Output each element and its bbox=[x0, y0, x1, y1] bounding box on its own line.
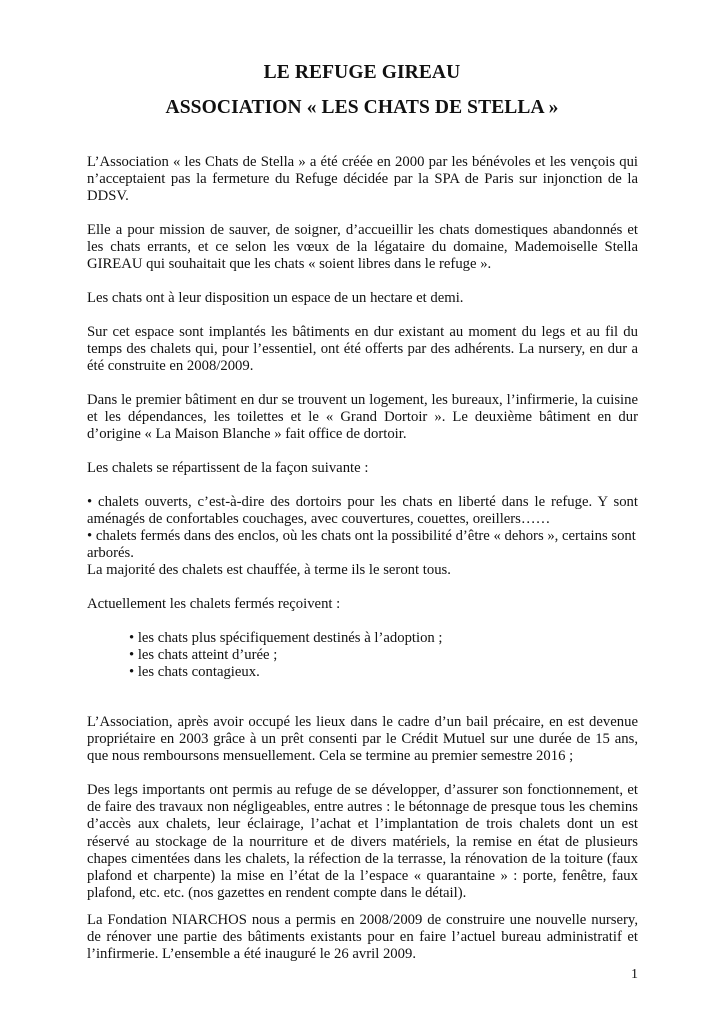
paragraph-mission: Elle a pour mission de sauver, de soigner, d’accueillir les chats domestiques abandonnés et les chats errants, et ce selon les vœux de la légataire du domaine, Mademoiselle Stella GIREAU qui souhaitait que les chats « soient libres dans le refuge ». bbox=[87, 222, 638, 273]
paragraph-founding: L’Association « les Chats de Stella » a été créée en 2000 par les bénévoles et les vençois qui n’acceptaient pas la fermeture du Refuge décidée par la SPA de Paris sur injonction de la DDSV. bbox=[87, 154, 638, 205]
paragraph-buildings: Sur cet espace sont implantés les bâtiments en dur existant au moment du legs et au fil du temps des chalets qui, pour l’essentiel, ont été offerts par des adhérents. La nursery, en dur a été construite en 2008/2009. bbox=[87, 324, 638, 375]
list-item-uremia: • les chats atteint d’urée ; bbox=[129, 647, 278, 663]
list-item-adoption: • les chats plus spécifiquement destinés à l’adoption ; bbox=[129, 630, 443, 646]
paragraph-legacies: Des legs importants ont permis au refuge de se développer, d’assurer son fonctionnement, et de faire des travaux non négligeables, entre autres : le bétonnage de presque tous les chemins d’accès aux chalets, leur éclairage, l’achat et l’implantation de trois chalets dont un est réservé au stockage de la nourriture et de divers matériels, la remise en état de plusieurs chapes cimentées dans les chalets, la réfection de la terrasse, la rénovation de la toiture (faux plafond et charpente) la mise en l’état de la l’espace « quarantaine » : porte, fenêtre, faux plafond, etc. etc. (nos gazettes en rendent compte dans le détail). bbox=[87, 782, 638, 902]
document-subtitle: ASSOCIATION « LES CHATS DE STELLA » bbox=[165, 97, 559, 118]
bullet-closed-chalets: • chalets fermés dans des enclos, où les chats ont la possibilité d’être « dehors », certains sont arborés. bbox=[87, 528, 636, 562]
paragraph-niarchos: La Fondation NIARCHOS nous a permis en 2008/2009 de construire une nouvelle nursery, de rénover une partie des bâtiments existants pour en faire l’actuel bureau administratif et l’infirmerie. L’ensemble a été inauguré le 26 avril 2009. bbox=[87, 912, 638, 963]
paragraph-heating: La majorité des chalets est chauffée, à terme ils le seront tous. bbox=[87, 562, 451, 578]
page-number: 1 bbox=[631, 967, 638, 982]
paragraph-chalets-intro: Les chalets se répartissent de la façon suivante : bbox=[87, 460, 369, 476]
list-item-contagious: • les chats contagieux. bbox=[129, 664, 260, 680]
paragraph-space: Les chats ont à leur disposition un espace de un hectare et demi. bbox=[87, 290, 464, 306]
bullet-open-chalets: • chalets ouverts, c’est-à-dire des dortoirs pour les chats en liberté dans le refuge. Y sont aménagés de confortables couchages, avec couvertures, couettes, oreillers…… bbox=[87, 494, 638, 528]
paragraph-ownership: L’Association, après avoir occupé les lieux dans le cadre d’un bail précaire, en est devenue propriétaire en 2003 grâce à un prêt consenti par le Crédit Mutuel sur une durée de 15 ans, que nous remboursons mensuellement. Cela se termine au premier semestre 2016 ; bbox=[87, 714, 638, 765]
document-title: LE REFUGE GIREAU bbox=[263, 62, 461, 83]
paragraph-closed-chalets-intro: Actuellement les chalets fermés reçoivent : bbox=[87, 596, 341, 612]
paragraph-first-building: Dans le premier bâtiment en dur se trouvent un logement, les bureaux, l’infirmerie, la cuisine et les dépendances, les toilettes et le « Grand Dortoir ». Le deuxième bâtiment en dur d’origine « La Maison Blanche » fait office de dortoir. bbox=[87, 392, 638, 443]
